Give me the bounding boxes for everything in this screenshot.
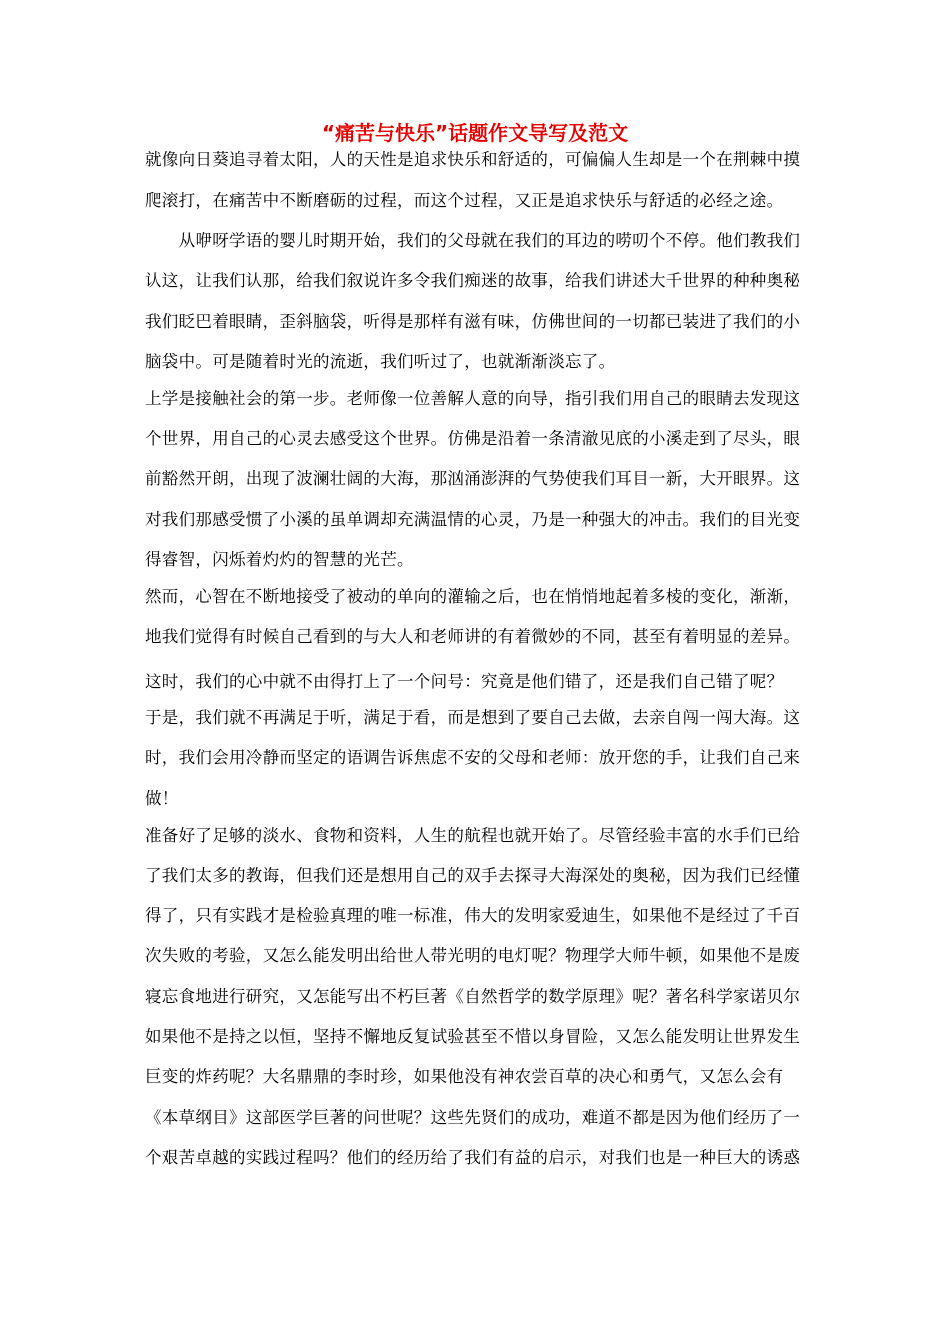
text-line: 个世界，用自己的心灵去感受这个世界。仿佛是沿着一条清澈见底的小溪走到了尽头，眼 (145, 429, 801, 448)
text-line: 对我们那感受惯了小溪的虽单调却充满温情的心灵，乃是一种强大的冲击。我们的目光变 (145, 510, 801, 529)
text-line: 于是，我们就不再满足于听，满足于看，而是想到了要自己去做，去亲自闯一闯大海。这 (145, 708, 801, 727)
text-line: 然而，心智在不断地接受了被动的单向的灌输之后，也在悄悄地起着多棱的变化，渐渐， (145, 587, 801, 606)
text-line: 巨变的炸药呢？大名鼎鼎的李时珍，如果他没有神农尝百草的决心和勇气，又怎么会有 (145, 1067, 784, 1086)
text-line: 次失败的考验，又怎么能发明出给世人带光明的电灯呢？物理学大师牛顿，如果他不是废 (145, 946, 801, 965)
text-line: 个艰苦卓越的实践过程吗？他们的经历给了我们有益的启示，对我们也是一种巨大的诱惑 (145, 1148, 801, 1167)
text-line: 地我们觉得有时候自己看到的与大人和老师讲的有着微妙的不同，甚至有着明显的差异。 (145, 627, 801, 646)
text-line: 前豁然开朗，出现了波澜壮阔的大海，那汹涌澎湃的气势使我们耳目一新，大开眼界。这 (145, 469, 801, 488)
text-line: 了我们太多的教诲，但我们还是想用自己的双手去探寻大海深处的奥秘，因为我们已经懂 (145, 866, 801, 885)
text-line: 如果他不是持之以恒，坚持不懈地反复试验甚至不惜以身冒险，又怎么能发明让世界发生 (145, 1027, 801, 1046)
text-line: 爬滚打，在痛苦中不断磨砺的过程，而这个过程，又正是追求快乐与舒适的必经之途。 (145, 191, 784, 210)
text-line: 寝忘食地进行研究，又怎能写出不朽巨著《自然哲学的数学原理》呢？著名科学家诺贝尔 (145, 987, 801, 1006)
text-line: 做！ (145, 789, 179, 808)
text-line: 时，我们会用冷静而坚定的语调告诉焦虑不安的父母和老师：放开您的手，让我们自己来 (145, 748, 801, 767)
text-line: 得了，只有实践才是检验真理的唯一标准，伟大的发明家爱迪生，如果他不是经过了千百 (145, 906, 801, 925)
text-line: 上学是接触社会的第一步。老师像一位善解人意的向导，指引我们用自己的眼睛去发现这 (145, 389, 801, 408)
document-title: “痛苦与快乐”话题作文导写及范文 (321, 121, 629, 145)
text-line: 脑袋中。可是随着时光的流逝，我们听过了，也就渐渐淡忘了。 (145, 352, 616, 371)
text-line: 《本草纲目》这部医学巨著的问世呢？这些先贤们的成功，难道不都是因为他们经历了一 (145, 1108, 801, 1127)
text-line: 准备好了足够的淡水、食物和资料，人生的航程也就开始了。尽管经验丰富的水手们已给 (145, 826, 801, 845)
text-line: 我们眨巴着眼睛，歪斜脑袋，听得是那样有滋有味，仿佛世间的一切都已装进了我们的小 (145, 312, 801, 331)
text-line: 就像向日葵追寻着太阳，人的天性是追求快乐和舒适的，可偏偏人生却是一个在荆棘中摸 (145, 150, 801, 169)
text-line: 从咿呀学语的婴儿时期开始，我们的父母就在我们的耳边的唠叨个不停。他们教我们 (145, 231, 801, 250)
text-line: 得睿智，闪烁着灼灼的智慧的光芒。 (145, 550, 414, 569)
text-line: 认这，让我们认那，给我们叙说许多令我们痴迷的故事，给我们讲述大千世界的种种奥秘 (145, 271, 801, 290)
text-line: 这时，我们的心中就不由得打上了一个问号：究竟是他们错了，还是我们自己错了呢？ (145, 672, 784, 691)
